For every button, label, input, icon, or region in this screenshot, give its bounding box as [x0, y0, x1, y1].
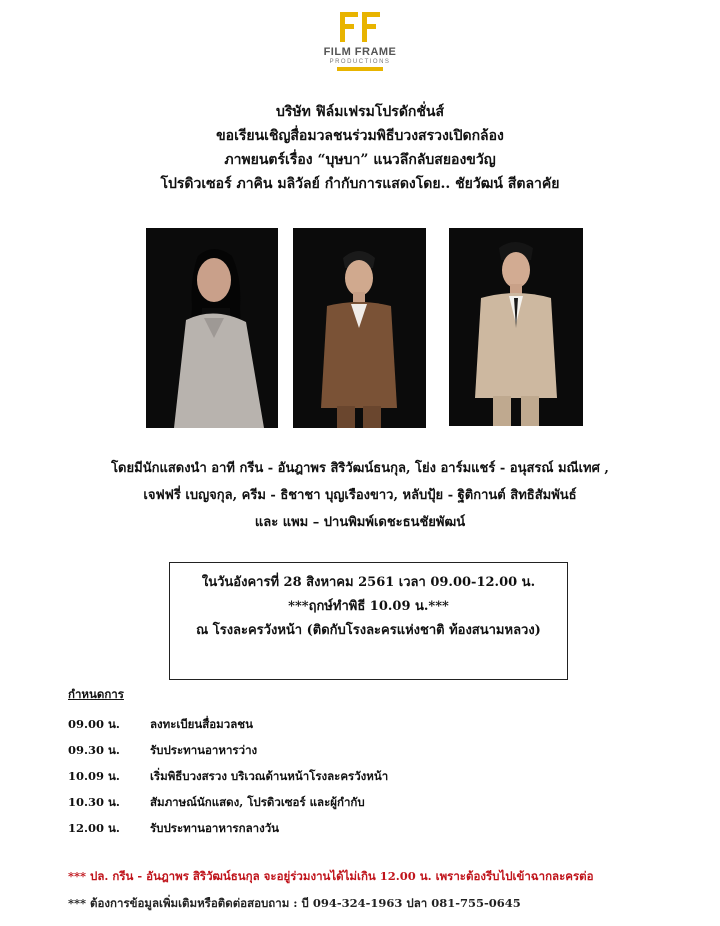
schedule-time: 12.00 น.	[68, 821, 120, 835]
header-line: ขอเรียนเชิญสื่อมวลชนร่วมพิธีบวงสรวงเปิดกล้อง	[216, 128, 504, 144]
company-logo	[320, 10, 400, 71]
contact-note: *** ต้องการข้อมูลเพิ่มเติมหรือติดต่อสอบถาม : บี 094-324-1963 ปลา 081-755-0645	[68, 896, 521, 910]
green-attendance-note: *** ปล. กรีน - อันฎาพร สิริวัฒน์ธนกุล จะอยู่ร่วมงานได้ไม่เกิน 12.00 น. เพราะต้องรีบไปเข้าฉากละครต่อ	[68, 869, 594, 883]
schedule-time: 09.30 น.	[68, 743, 120, 757]
invitation-header	[0, 100, 720, 196]
logo-brand: FILM FRAME	[323, 46, 397, 58]
cast-list	[0, 455, 720, 536]
cast-line: เจฟฟรี่ เบญจกุล, ครีม - ธิชาชา บุญเรืองขาว, หลับปุ้ย - ฐิติกานต์ สิทธิสัมพันธ์	[143, 488, 577, 503]
schedule-desc: เริ่มพิธีบวงสรวง บริเวณด้านหน้าโรงละครวังหน้า	[150, 769, 389, 783]
header-line: บริษัท ฟิล์มเฟรมโปรดักชั่นส์	[275, 104, 444, 120]
event-venue: ณ โรงละครวังหน้า (ติดกับโรงละครแห่งชาติ ท้องสนามหลวง)	[196, 623, 541, 638]
cast-line: โดยมีนักแสดงนำ อาที กรีน - อันฎาพร สิริวัฒน์ธนกุล, โย่ง อาร์มแชร์ - อนุสรณ์ มณีเทศ ,	[111, 461, 609, 476]
actress-photo	[146, 228, 278, 428]
schedule-desc: สัมภาษณ์นักแสดง, โปรดิวเซอร์ และผู้กำกับ	[150, 795, 365, 809]
schedule-desc: ลงทะเบียนสื่อมวลชน	[150, 717, 253, 731]
film-frame-logo-icon	[338, 10, 382, 44]
logo-bar	[337, 67, 383, 71]
cast-photos	[0, 228, 720, 430]
event-date: ในวันอังคารที่ 28 สิงหาคม 2561 เวลา 09.00-12.00 น.	[201, 575, 536, 590]
logo-subtitle: PRODUCTIONS	[329, 59, 391, 65]
schedule-desc: รับประทานอาหารว่าง	[150, 743, 258, 757]
header-line: ภาพยนตร์เรื่อง “บุษบา” แนวลึกลับสยองขวัญ	[224, 152, 496, 168]
cast-line: และ แพม – ปานพิมพ์เดชะธนชัยพัฒน์	[254, 515, 466, 530]
schedule-time: 09.00 น.	[68, 717, 120, 731]
schedule-time: 10.30 น.	[68, 795, 120, 809]
event-info-box	[169, 562, 568, 680]
actor-photo	[293, 228, 426, 428]
schedule-title: กำหนดการ	[68, 687, 124, 701]
schedule-desc: รับประทานอาหารกลางวัน	[150, 821, 280, 835]
ceremony-time: ***ฤกษ์ทำพิธี 10.09 น.***	[288, 599, 449, 614]
header-line: โปรดิวเซอร์ ภาคิน มลิวัลย์ กำกับการแสดงโดย.. ชัยวัฒน์ สีตลาคัย	[160, 176, 560, 192]
actor-photo	[449, 228, 583, 426]
schedule-time: 10.09 น.	[68, 769, 120, 783]
